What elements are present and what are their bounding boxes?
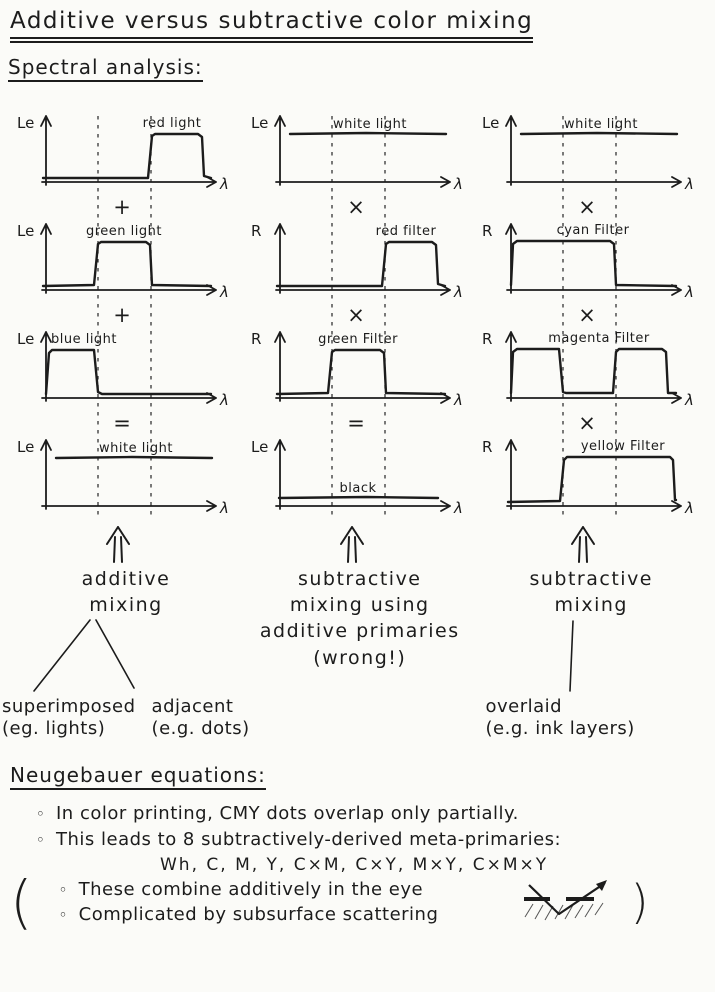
- x-axis-label: λ: [220, 391, 229, 409]
- bullet-text: This leads to 8 subtractively-derived meta-primaries:: [56, 828, 562, 850]
- spectrum-graph-col3-row2: [477, 196, 705, 304]
- spectral-analysis-grid: [2, 88, 707, 739]
- fork-connector: [12, 618, 240, 694]
- spectrum-curve-flat-high: [521, 133, 677, 134]
- result-line: subtractive: [529, 568, 653, 590]
- spectrum-curve-pulse-right: [277, 242, 445, 286]
- neugebauer-section: [8, 762, 707, 936]
- operator-label: ×: [578, 304, 597, 327]
- bottom-label-group: [486, 696, 635, 738]
- spectrum-graph-col1-row3: [12, 304, 240, 412]
- column-additive: [2, 88, 250, 739]
- operator-label: ×: [578, 196, 597, 219]
- bullet-text: These combine additively in the eye: [78, 878, 424, 900]
- double-up-arrow-icon: [246, 522, 474, 566]
- spectrum-curve-wide-right: [508, 457, 676, 502]
- x-axis-label: λ: [220, 175, 229, 193]
- y-axis-label: R: [250, 330, 262, 348]
- spectrum-curve-flat-low: [279, 497, 438, 498]
- spectrum-graph-col2-row1: [246, 88, 474, 196]
- spectrum-curve-flat-high: [56, 457, 212, 458]
- neugebauer-bullet-3: [59, 879, 521, 900]
- y-axis-label: Le: [482, 114, 500, 132]
- result-line: mixing: [89, 594, 163, 617]
- operator-label: ×: [346, 196, 365, 219]
- x-axis-label: λ: [453, 175, 463, 193]
- operator-label: =: [113, 412, 131, 435]
- x-axis-label: λ: [685, 175, 695, 193]
- result-label-subtractive: [529, 566, 653, 618]
- bottom-labels: [486, 696, 635, 738]
- curve-caption: red light: [142, 116, 202, 131]
- result-line: mixing using: [289, 594, 430, 617]
- bullet-text: Complicated by subsurface scattering: [78, 903, 439, 925]
- curve-caption: white light: [98, 441, 174, 456]
- bottom-label-line: (eg. lights): [2, 717, 106, 739]
- y-axis-label: Le: [17, 222, 35, 240]
- curve-caption: red filter: [375, 224, 437, 239]
- y-axis-label: R: [482, 222, 493, 240]
- spectrum-curve-wide-left: [511, 241, 676, 286]
- x-axis-label: λ: [453, 391, 463, 409]
- neugebauer-bullet-2: [36, 829, 707, 850]
- bullet-marker: ◦: [36, 804, 46, 823]
- bottom-labels: [2, 696, 250, 738]
- x-axis-label: λ: [685, 283, 695, 301]
- spectrum-graph-col3-row4: [477, 412, 705, 520]
- operator-label: ×: [346, 304, 365, 327]
- curve-caption: magenta Filter: [548, 331, 651, 346]
- section-heading-spectral: Spectral analysis:: [8, 55, 203, 82]
- spectrum-curve-pulse-left: [46, 350, 211, 394]
- spectrum-graph-col1-row2: [12, 196, 240, 304]
- spectrum-curve-pulse-right: [43, 134, 211, 178]
- bullet-marker: ◦: [58, 880, 68, 899]
- x-axis-label: λ: [685, 499, 695, 517]
- spectrum-curve-double-pulse: [511, 349, 676, 393]
- y-axis-label: Le: [17, 114, 35, 132]
- bottom-label-line: adjacent: [151, 696, 234, 718]
- curve-caption: black: [339, 481, 377, 496]
- curve-caption: cyan Filter: [556, 223, 630, 238]
- column-subtractive: [476, 88, 708, 739]
- bottom-label-line: superimposed: [2, 696, 136, 718]
- spectrum-graph-col3-row1: [477, 88, 705, 196]
- y-axis-label: R: [250, 222, 262, 240]
- result-label-additive: [82, 566, 171, 618]
- result-line: mixing: [554, 594, 628, 617]
- result-line: additive: [81, 568, 171, 590]
- x-axis-label: λ: [220, 283, 229, 301]
- x-axis-label: λ: [220, 499, 229, 517]
- y-axis-label: Le: [250, 114, 269, 132]
- line-connector: [477, 618, 705, 694]
- curve-caption: blue light: [50, 332, 118, 347]
- bottom-label-group: [2, 696, 136, 738]
- section-heading-neugebauer: Neugebauer equations:: [10, 763, 266, 790]
- graph-axes: [275, 440, 450, 511]
- result-label-subtractive-wrong: [260, 566, 460, 671]
- close-paren: ): [630, 874, 649, 929]
- double-up-arrow-icon: [477, 522, 705, 566]
- spectrum-curve-flat-high: [290, 133, 446, 134]
- y-axis-label: R: [482, 438, 493, 456]
- spectrum-graph-col1-row1: [12, 88, 240, 196]
- curve-caption: green light: [86, 224, 162, 239]
- neugebauer-bullet-4: [59, 904, 521, 925]
- bullet-text: In color printing, CMY dots overlap only partially.: [56, 802, 519, 824]
- bottom-label-line: (e.g. dots): [151, 717, 250, 739]
- result-line: (wrong!): [313, 646, 407, 669]
- x-axis-label: λ: [453, 499, 463, 517]
- spectrum-graph-col1-row4: [12, 412, 240, 520]
- page-title: Additive versus subtractive color mixing: [10, 8, 533, 43]
- subsurface-scattering-sketch-icon: [521, 877, 617, 927]
- column-subtractive-wrong: [244, 88, 476, 739]
- neugebauer-bullet-1: [36, 803, 707, 824]
- spectrum-graph-col2-row3: [246, 304, 474, 412]
- bullet-marker: ◦: [36, 830, 46, 849]
- curve-caption: white light: [564, 117, 639, 132]
- operator-label: ×: [578, 412, 597, 435]
- spectrum-graph-col2-row4: [246, 412, 474, 520]
- spectrum-curve-pulse-middle: [43, 242, 211, 286]
- paren-bullets: [35, 875, 521, 929]
- result-line: subtractive: [297, 568, 422, 590]
- bullet-marker: ◦: [58, 905, 68, 924]
- y-axis-label: Le: [17, 438, 35, 456]
- meta-primaries-line: Wh, C, M, Y, C×M, C×Y, M×Y, C×M×Y: [160, 854, 549, 875]
- curve-caption: yellow Filter: [581, 439, 666, 454]
- bottom-label-line: (e.g. ink layers): [485, 717, 635, 739]
- curve-caption: green Filter: [317, 332, 398, 347]
- bottom-label-group: [152, 696, 250, 738]
- operator-label: +: [113, 304, 131, 327]
- operator-label: +: [113, 196, 131, 219]
- y-axis-label: R: [482, 330, 493, 348]
- curve-caption: white light: [332, 117, 407, 132]
- spectrum-graph-col3-row3: [477, 304, 705, 412]
- result-line: additive primaries: [259, 620, 460, 643]
- spectrum-curve-pulse-middle: [277, 350, 445, 394]
- spectrum-graph-col2-row2: [246, 196, 474, 304]
- x-axis-label: λ: [453, 283, 463, 301]
- operator-label: =: [346, 412, 365, 435]
- y-axis-label: Le: [250, 438, 269, 456]
- bottom-label-line: overlaid: [485, 696, 563, 718]
- open-paren: (: [10, 867, 33, 936]
- parenthesized-notes: [10, 867, 707, 936]
- x-axis-label: λ: [685, 391, 695, 409]
- y-axis-label: Le: [17, 330, 35, 348]
- double-up-arrow-icon: [12, 522, 240, 566]
